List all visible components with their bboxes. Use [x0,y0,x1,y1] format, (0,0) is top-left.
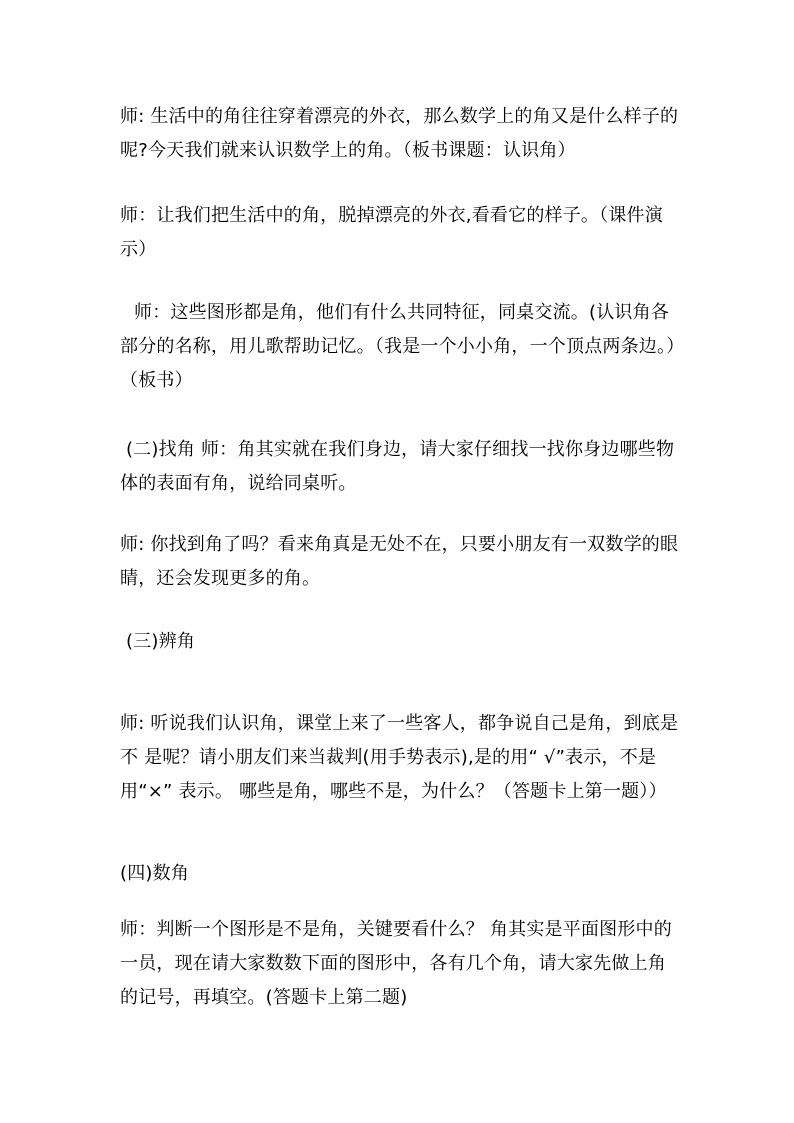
paragraph-angle-features: 师：这些图形都是角，他们有什么共同特征，同桌交流。(认识角各部分的名称，用儿歌帮助记忆。（我是一个小小角，一个顶点两条边。）（板书） [120,302,676,391]
section-heading-identify-angles: (三)辨角 [126,631,196,652]
paragraph-teacher-intro: 师: 生活中的角往往穿着漂亮的外衣，那么数学上的角又是什么样子的呢?今天我们就来认识数学上的角。（板书课题：认识角） [120,106,679,161]
paragraph-count-angles: 师：判断一个图形是不是角，关键要看什么？ 角其实是平面图形中的一员，现在请大家数数下面的图形中，各有几个角，请大家先做上角的记号，再填空。(答题卡上第二题) [120,919,672,1008]
paragraph-angles-everywhere: 师: 你找到角了吗？看来角真是无处不在，只要小朋友有一双数学的眼睛，还会发现更多的角。 [120,534,679,589]
paragraph-courseware-demo: 师：让我们把生活中的角，脱掉漂亮的外衣,看看它的样子。（课件演示） [120,205,663,260]
paragraph-find-angles: (二)找角 师：角其实就在我们身边，请大家仔细找一找你身边哪些物体的表面有角，说给同桌听。 [120,439,675,494]
paragraph-judge-angles: 师: 听说我们认识角，课堂上来了一些客人，都争说自己是角，到底是不 是呢？请小朋友们来当裁判(用手势表示),是的用“ √”表示，不是用“×” 表示。 哪些是角，哪些不是，为什么？（答题卡上第一题）） [120,713,679,802]
section-heading-count-angles: (四)数角 [120,863,190,884]
